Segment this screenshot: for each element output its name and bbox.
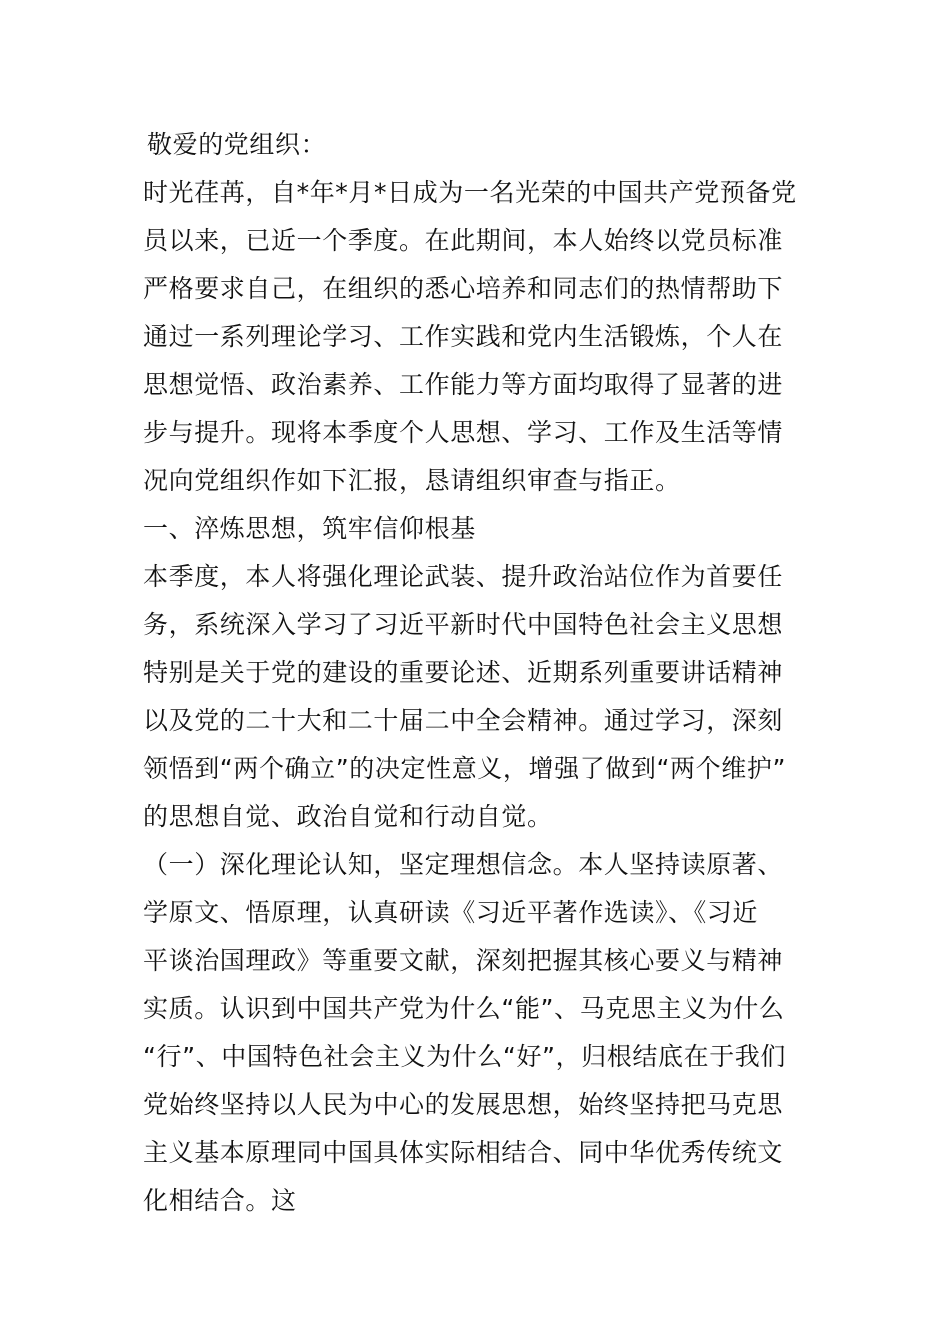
body-line: 严格要求自己，在组织的悉心培养和同志们的热情帮助下 xyxy=(143,274,784,303)
subsection-line: （一）深化理论认知，坚定理想信念。本人坚持读原著、 xyxy=(143,850,784,879)
section-heading: 一、淬炼思想，筑牢信仰根基 xyxy=(143,514,476,543)
body-line: 平谈治国理政》等重要文献，深刻把握其核心要义与精神 xyxy=(143,946,784,975)
body-line: 的思想自觉、政治自觉和行动自觉。 xyxy=(143,802,553,831)
body-line: 务，系统深入学习了习近平新时代中国特色社会主义思想 xyxy=(143,610,784,639)
body-line: 实质。认识到中国共产党为什么“能”、马克思主义为什么 xyxy=(143,994,785,1023)
body-line: 党始终坚持以人民为中心的发展思想，始终坚持把马克思 xyxy=(143,1090,784,1119)
body-line: 况向党组织作如下汇报，恳请组织审查与指正。 xyxy=(143,466,681,495)
body-line: 步与提升。现将本季度个人思想、学习、工作及生活等情 xyxy=(143,418,784,447)
salutation: 敬爱的党组织： xyxy=(147,130,327,159)
body-line: 领悟到“两个确立”的决定性意义，增强了做到“两个维护” xyxy=(143,754,787,783)
body-line: 本季度，本人将强化理论武装、提升政治站位作为首要任 xyxy=(143,562,784,591)
body-line: 学原文、悟原理，认真研读《习近平著作选读》、《习近 xyxy=(143,898,759,927)
body-line: 化相结合。这 xyxy=(143,1186,297,1215)
body-line: 时光荏苒，自*年*月*日成为一名光荣的中国共产党预备党 xyxy=(143,178,797,207)
body-line: 思想觉悟、政治素养、工作能力等方面均取得了显著的进 xyxy=(143,370,784,399)
body-line: 通过一系列理论学习、工作实践和党内生活锻炼，个人在 xyxy=(143,322,784,351)
body-line: 特别是关于党的建设的重要论述、近期系列重要讲话精神 xyxy=(143,658,784,687)
body-line: 以及党的二十大和二十届二中全会精神。通过学习，深刻 xyxy=(143,706,784,735)
body-line: 员以来，已近一个季度。在此期间，本人始终以党员标准 xyxy=(143,226,784,255)
body-line: “行”、中国特色社会主义为什么“好”，归根结底在于我们 xyxy=(143,1042,787,1071)
body-line: 主义基本原理同中国具体实际相结合、同中华优秀传统文 xyxy=(143,1138,784,1167)
